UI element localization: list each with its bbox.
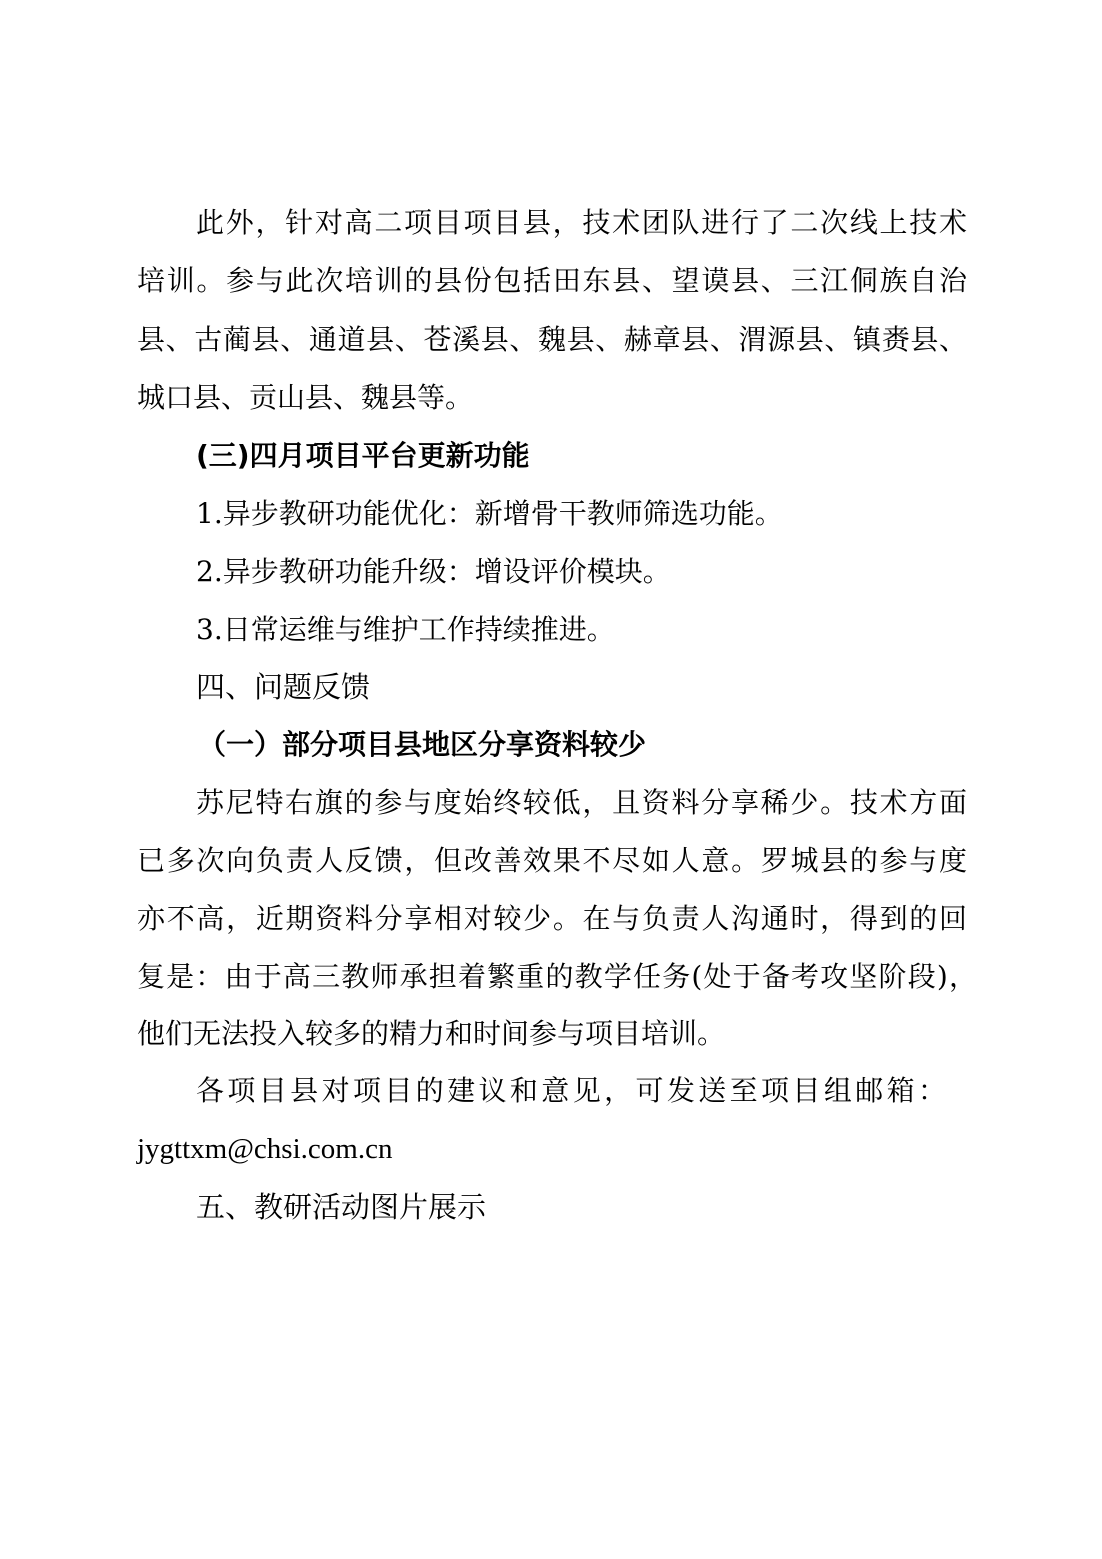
training-paragraph-line: 此外，针对高二项目项目县，技术团队进行了二次线上技术 [196, 206, 967, 239]
feedback-subheading: （一）部分项目县地区分享资料较少 [198, 728, 647, 761]
platform-update-heading: (三)四月项目平台更新功能 [196, 439, 530, 472]
platform-update-item: 1.异步教研功能优化：新增骨干教师筛选功能。 [196, 497, 783, 530]
training-paragraph-line: 城口县、贡山县、魏县等。 [137, 381, 474, 414]
photos-section-heading: 五、教研活动图片展示 [196, 1190, 487, 1224]
contact-email-link[interactable]: jygttxm@chsi.com.cn [137, 1133, 393, 1165]
feedback-paragraph-line: 复是：由于高三教师承担着繁重的教学任务(处于备考攻坚阶段)， [137, 960, 977, 993]
contact-line: 各项目县对项目的建议和意见，可发送至项目组邮箱： [196, 1074, 946, 1107]
training-paragraph-line: 县、古蔺县、通道县、苍溪县、魏县、赫章县、渭源县、镇赉县、 [137, 323, 967, 356]
feedback-paragraph-line: 亦不高，近期资料分享相对较少。在与负责人沟通时，得到的回 [137, 902, 967, 935]
platform-update-item: 3.日常运维与维护工作持续推进。 [196, 613, 615, 646]
platform-update-item: 2.异步教研功能升级：增设评价模块。 [196, 555, 671, 588]
feedback-section-heading: 四、问题反馈 [196, 670, 371, 704]
training-paragraph-line: 培训。参与此次培训的县份包括田东县、望谟县、三江侗族自治 [137, 264, 967, 297]
feedback-paragraph-line: 已多次向负责人反馈，但改善效果不尽如人意。罗城县的参与度 [137, 844, 967, 877]
feedback-paragraph-line: 苏尼特右旗的参与度始终较低，且资料分享稀少。技术方面 [196, 786, 967, 819]
feedback-paragraph-line: 他们无法投入较多的精力和时间参与项目培训。 [137, 1017, 726, 1050]
